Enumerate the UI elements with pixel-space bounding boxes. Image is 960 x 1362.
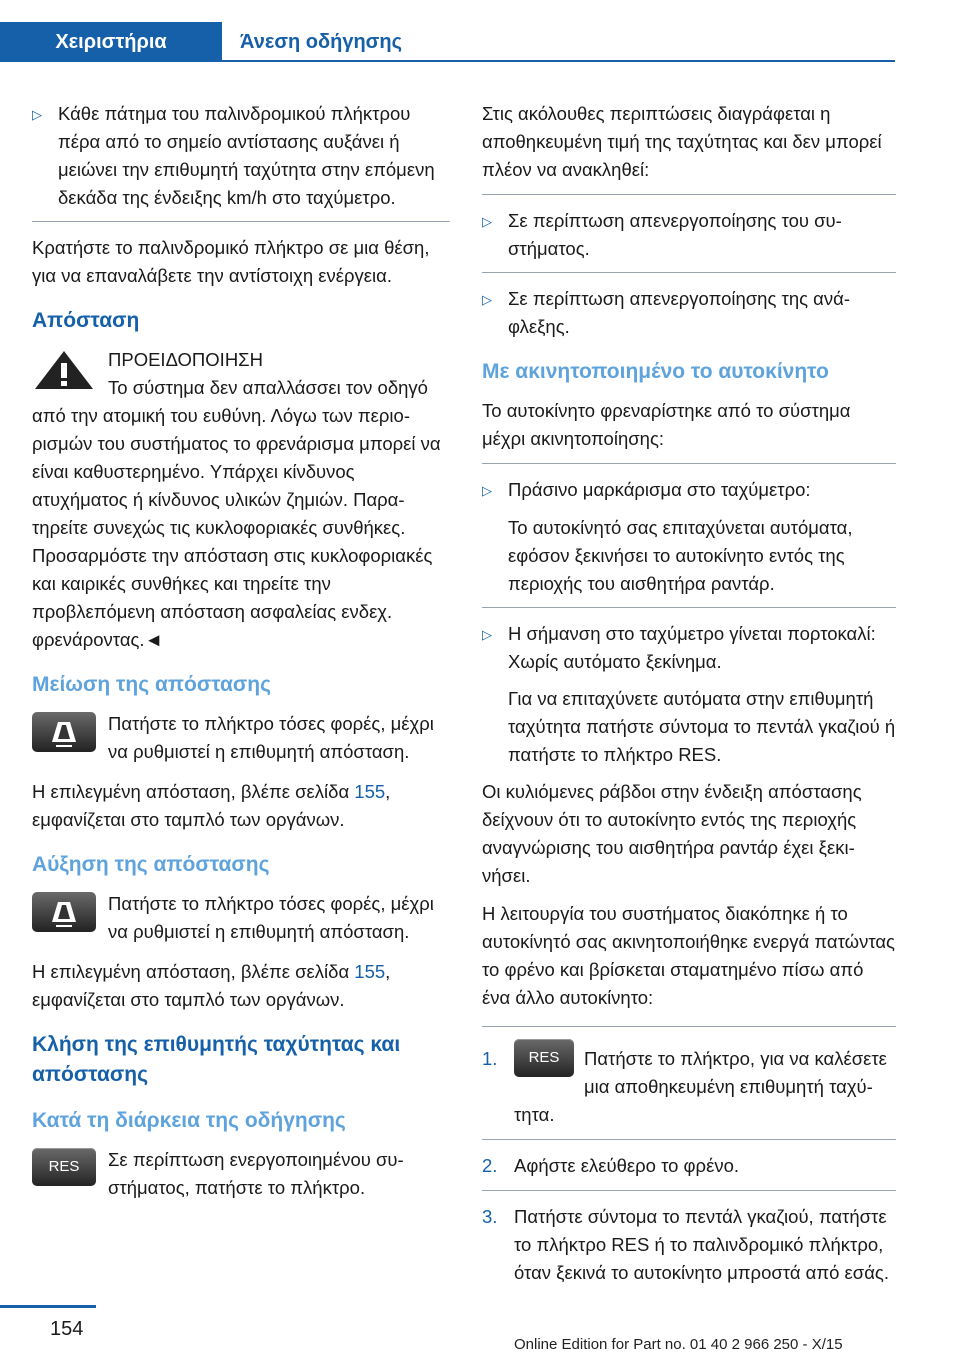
bullet-subtext: Το αυτοκίνητό σας επιταχύνεται αυτόματα, εφόσον ξεκινήσει το αυτοκίνητο εντός της περιοχής του αισθητήρα ραντάρ. xyxy=(508,517,853,594)
triangle-bullet-icon: ▷ xyxy=(482,483,492,498)
step-item xyxy=(482,1152,896,1180)
heading-while-driving: Κατά τη διάρκεια της οδήγησης xyxy=(32,1109,346,1132)
decrease-block xyxy=(32,710,450,766)
heading-standstill: Με ακινητοποιημένο το αυτοκίνητο xyxy=(482,360,829,383)
triangle-bullet-icon: ▷ xyxy=(482,292,492,307)
divider xyxy=(482,463,896,464)
res-button-icon: RES xyxy=(514,1039,574,1077)
divider xyxy=(32,221,450,222)
bullet-text: Η σήμανση στο ταχύμετρο γίνεται πορτοκαλί: Χωρίς αυτόματο ξεκίνημα. xyxy=(508,623,876,672)
step-text-wrap xyxy=(514,1045,896,1129)
heading-recall: Κλήση της επιθυμητής ταχύτητας και απόστασης xyxy=(32,1033,401,1086)
edition-note: Online Edition for Part no. 01 40 2 966 250 - X/15 xyxy=(514,1336,843,1353)
res-button-icon: RES xyxy=(32,1148,96,1186)
divider xyxy=(482,1190,896,1191)
distance-button-icon xyxy=(32,712,96,752)
heading-decrease-distance: Μείωση της απόστασης xyxy=(32,673,272,696)
heading-distance: Απόσταση xyxy=(32,309,140,332)
step-item xyxy=(482,1045,896,1129)
triangle-bullet-icon: ▷ xyxy=(32,107,42,122)
divider xyxy=(482,194,896,195)
increase-text: Πατήστε το πλήκτρο τόσες φορές, μέχρι να ρυθμιστεί η επιθυμητή απόσταση. xyxy=(108,893,434,942)
step-number: 3. xyxy=(482,1206,498,1227)
warning-text: Το σύστημα δεν απαλλάσσει τον οδηγό από την ατομική του ευθύνη. Λόγω των περιορισμών του συστήματος το φρενάρισμα μπορεί να είναι καθυστερημένο. Υπάρχει κίνδυνος ατυχήματος ή κίνδυνος υλικών ζημιών. Παρατηρείτε συνεχώς τις κυκλοφοριακές συνθήκες. Προσαρμόστε την απόσταση στις κυκλοφοριακές και καιρικές συνθήκες και τηρείτε την προβλεπόμενη απόσταση ασφαλείας ενδεχ. φρενάροντας.◄ xyxy=(32,377,441,650)
bullet-text: Σε περίπτωση απενεργοποίησης του συστήματος. xyxy=(508,210,842,259)
right-column xyxy=(482,100,896,1297)
list-item xyxy=(482,285,896,341)
distance-button-icon xyxy=(32,892,96,932)
paragraph xyxy=(32,958,450,1014)
triangle-bullet-icon: ▷ xyxy=(482,214,492,229)
divider xyxy=(482,272,896,273)
tab-driving-comfort: Άνεση οδήγησης xyxy=(240,30,402,53)
paragraph: Οι κυλιόμενες ράβδοι στην ένδειξη απόστασης δείχνουν ότι το αυτοκίνητο εντός της περιοχής αναγνώρισης του αισθητήρα ραντάρ έχει ξεκινήσει. xyxy=(482,781,862,886)
warning-title: ΠΡΟΕΙΔΟΠΟΙΗΣΗ xyxy=(108,349,263,370)
paragraph: Το αυτοκίνητο φρεναρίστηκε από το σύστημα μέχρι ακινητοποίησης: xyxy=(482,400,851,449)
text-span: Η επιλεγμένη απόσταση, βλέπε σελίδα xyxy=(32,961,350,982)
list-item xyxy=(482,207,896,263)
text-span: Η επιλεγμένη απόσταση, βλέπε σελίδα xyxy=(32,781,350,802)
page-link[interactable]: 155 xyxy=(354,781,386,802)
paragraph xyxy=(32,778,450,834)
paragraph: Στις ακόλουθες περιπτώσεις διαγράφεται η αποθηκευμένη τιμή της ταχύτητας και δεν μπορεί πλέον να ανακληθεί: xyxy=(482,103,882,180)
list-item xyxy=(482,476,896,505)
bullet-text: Πράσινο μαρκάρισμα στο ταχύμετρο: xyxy=(508,479,811,500)
text-span: , εμφανίζεται στο ταμπλό των οργάνων. xyxy=(32,781,391,830)
list-item xyxy=(32,100,450,212)
page-number: 154 xyxy=(50,1318,84,1340)
list-item xyxy=(482,620,896,676)
page-link[interactable]: 155 xyxy=(354,961,386,982)
divider xyxy=(482,1139,896,1140)
step-text: Πατήστε το πλήκτρο, για να καλέσετε μια αποθηκευμένη επιθυμητή ταχύτητα. xyxy=(514,1048,887,1125)
triangle-bullet-icon: ▷ xyxy=(482,627,492,642)
heading-increase-distance: Αύξηση της απόστασης xyxy=(32,853,270,876)
bullet-subtext: Για να επιταχύνετε αυτόματα στην επιθυμητή ταχύτητα πατήστε σύντομα το πεντάλ γκαζιού ή πατήστε το πλήκτρο RES. xyxy=(508,688,896,765)
warning-triangle-icon xyxy=(32,348,96,392)
text-span: , εμφανίζεται στο ταμπλό των οργάνων. xyxy=(32,961,391,1010)
left-column xyxy=(32,100,450,1214)
step-text: Αφήστε ελεύθερο το φρένο. xyxy=(514,1155,740,1176)
header-rule xyxy=(222,60,895,62)
step-number: 1. xyxy=(482,1048,498,1069)
header-tabs xyxy=(0,22,895,62)
divider xyxy=(482,607,896,608)
increase-block xyxy=(32,890,450,946)
step-item xyxy=(482,1203,896,1287)
paragraph: Η λειτουργία του συστήματος διακόπηκε ή το αυτοκίνητό σας ακινητοποιήθηκε ενεργά πατώντας το φρένο και βρίσκεται σταματημένο πίσω από ένα άλλο αυτοκίνητο: xyxy=(482,903,895,1008)
step-text: Πατήστε σύντομα το πεντάλ γκαζιού, πατήστε το πλήκτρο RES ή το παλινδρομικό πλήκτρο, όταν ξεκινά το αυτοκίνητο μπροστά από εσάς. xyxy=(514,1206,889,1283)
res-block xyxy=(32,1146,450,1202)
res-text: Σε περίπτωση ενεργοποιημένου συστήματος, πατήστε το πλήκτρο. xyxy=(108,1149,404,1198)
paragraph: Κρατήστε το παλινδρομικό πλήκτρο σε μια θέση, για να επαναλάβετε την αντίστοιχη ενέργεια. xyxy=(32,237,430,286)
warning-block xyxy=(32,346,450,654)
bullet-text: Κάθε πάτημα του παλινδρομικού πλήκτρου πέρα από το σημείο αντίστασης αυξάνει ή μειώνει την επιθυμητή ταχύτητα στην επόμενη δεκάδα της ένδειξης km/h στο ταχύμετρο. xyxy=(58,103,435,208)
footer-rule xyxy=(0,1305,96,1308)
bullet-text: Σε περίπτωση απενεργοποίησης της ανάφλεξης. xyxy=(508,288,850,337)
tab-controls: Χειριστήρια xyxy=(0,22,222,62)
step-number: 2. xyxy=(482,1155,498,1176)
divider xyxy=(482,1026,896,1027)
decrease-text: Πατήστε το πλήκτρο τόσες φορές, μέχρι να ρυθμιστεί η επιθυμητή απόσταση. xyxy=(108,713,434,762)
